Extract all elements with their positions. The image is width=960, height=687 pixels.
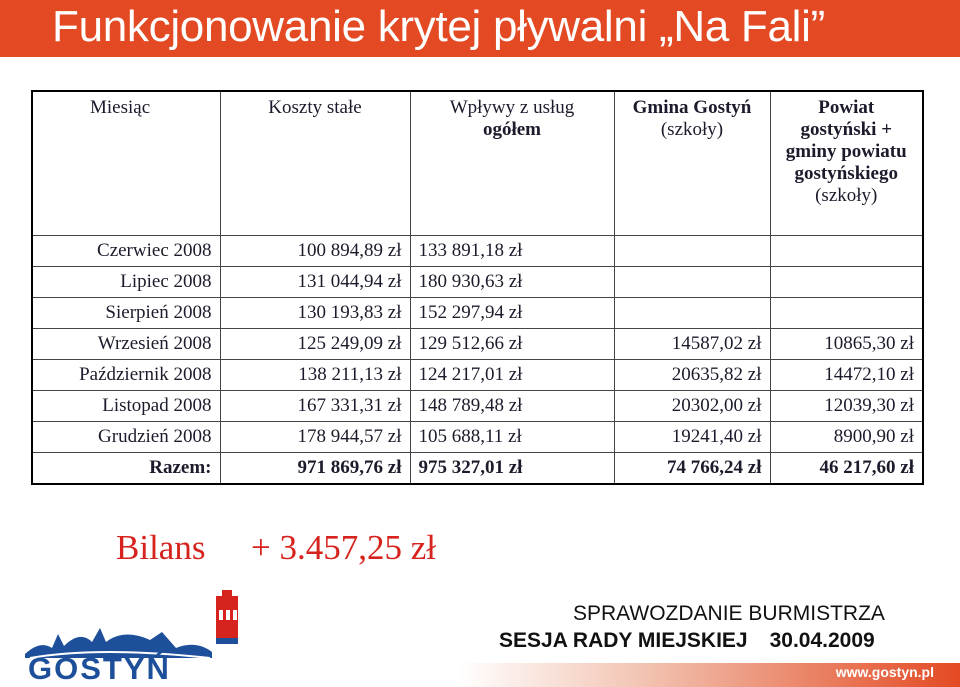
- session-date: 30.04.2009: [769, 629, 875, 652]
- cell-income: 105 688,11 zł: [410, 422, 614, 453]
- cell-powiat: 12039,30 zł: [770, 391, 923, 422]
- cell-fixed-costs: 167 331,31 zł: [220, 391, 410, 422]
- cell-fixed-costs: 138 211,13 zł: [220, 360, 410, 391]
- page-title: Funkcjonowanie krytej pływalni „Na Fali”: [52, 2, 825, 51]
- table-row: [32, 360, 923, 391]
- session-line: [499, 629, 875, 653]
- cell-income: 129 512,66 zł: [410, 329, 614, 360]
- cell-powiat: 10865,30 zł: [770, 329, 923, 360]
- cell-gmina: 20302,00 zł: [614, 391, 770, 422]
- cell-income: 180 930,63 zł: [410, 267, 614, 298]
- cell-month: Wrzesień 2008: [32, 329, 220, 360]
- total-row: [32, 453, 923, 485]
- session-name: SESJA RADY MIEJSKIEJ: [499, 629, 748, 652]
- header-gmina: Gmina Gostyń (szkoły): [614, 91, 770, 236]
- logo-text: GOSTYŃ: [28, 651, 171, 686]
- cell-fixed-costs: 130 193,83 zł: [220, 298, 410, 329]
- cell-month: Listopad 2008: [32, 391, 220, 422]
- total-gmina: 74 766,24 zł: [614, 453, 770, 485]
- balance-label: Bilans: [116, 528, 206, 567]
- total-label: Razem:: [32, 453, 220, 485]
- cell-powiat: [770, 236, 923, 267]
- report-title: SPRAWOZDANIE BURMISTRZA: [573, 602, 885, 625]
- table-row: [32, 236, 923, 267]
- cell-powiat: 8900,90 zł: [770, 422, 923, 453]
- cell-income: 124 217,01 zł: [410, 360, 614, 391]
- table-row: [32, 329, 923, 360]
- header-fixed-costs: Koszty stałe: [220, 91, 410, 236]
- cell-powiat: 14472,10 zł: [770, 360, 923, 391]
- cell-fixed-costs: 178 944,57 zł: [220, 422, 410, 453]
- coat-of-arms-icon: [216, 590, 238, 644]
- table-row: [32, 391, 923, 422]
- cell-month: Sierpień 2008: [32, 298, 220, 329]
- cell-gmina: 20635,82 zł: [614, 360, 770, 391]
- total-fixed-costs: 971 869,76 zł: [220, 453, 410, 485]
- total-income: 975 327,01 zł: [410, 453, 614, 485]
- header-powiat: Powiat gostyński + gminy powiatu gostyńskiego (szkoły): [770, 91, 923, 236]
- cell-powiat: [770, 298, 923, 329]
- cell-month: Lipiec 2008: [32, 267, 220, 298]
- cell-fixed-costs: 125 249,09 zł: [220, 329, 410, 360]
- table-row: [32, 298, 923, 329]
- cell-gmina: [614, 267, 770, 298]
- cell-powiat: [770, 267, 923, 298]
- table-row: [32, 422, 923, 453]
- cell-fixed-costs: 131 044,94 zł: [220, 267, 410, 298]
- cell-month: Grudzień 2008: [32, 422, 220, 453]
- cell-month: Czerwiec 2008: [32, 236, 220, 267]
- cell-gmina: [614, 298, 770, 329]
- total-powiat: 46 217,60 zł: [770, 453, 923, 485]
- cell-income: 148 789,48 zł: [410, 391, 614, 422]
- header-month: Miesiąc: [32, 91, 220, 236]
- finance-table: [31, 90, 924, 485]
- header-income: Wpływy z usług ogółem: [410, 91, 614, 236]
- table-header-row: [32, 91, 923, 236]
- cell-income: 152 297,94 zł: [410, 298, 614, 329]
- cell-gmina: 19241,40 zł: [614, 422, 770, 453]
- balance-value: + 3.457,25 zł: [251, 528, 436, 567]
- table-row: [32, 267, 923, 298]
- cell-income: 133 891,18 zł: [410, 236, 614, 267]
- cell-gmina: [614, 236, 770, 267]
- cell-fixed-costs: 100 894,89 zł: [220, 236, 410, 267]
- cell-month: Październik 2008: [32, 360, 220, 391]
- website-link[interactable]: www.gostyn.pl: [835, 664, 934, 680]
- cell-gmina: 14587,02 zł: [614, 329, 770, 360]
